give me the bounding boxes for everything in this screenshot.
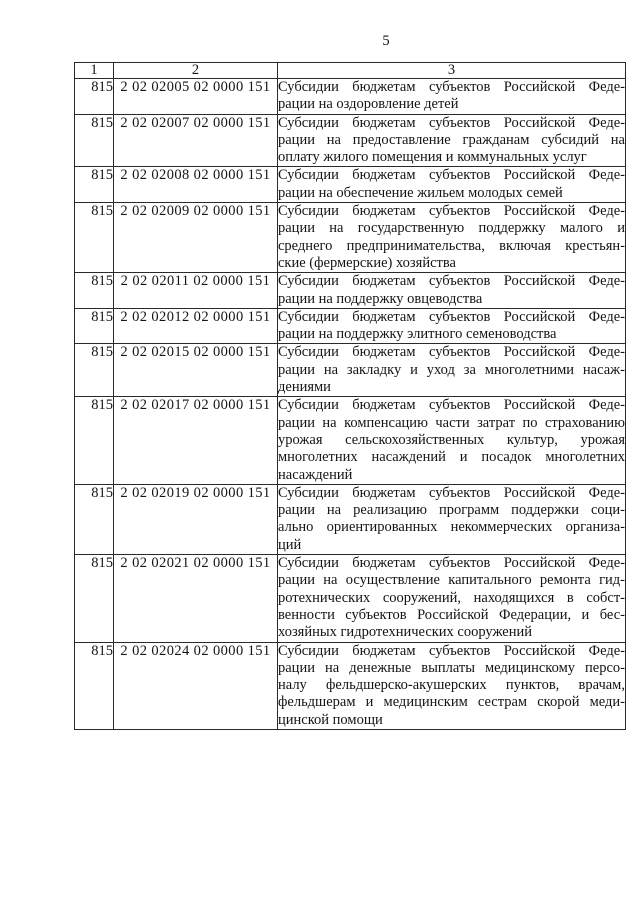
- admin-code-cell: 815: [75, 203, 114, 273]
- admin-code-cell: 815: [75, 397, 114, 484]
- table-row: [75, 114, 626, 167]
- admin-code-cell: 815: [75, 344, 114, 397]
- income-name-cell: [278, 79, 626, 115]
- budget-code-cell: 2 02 02019 02 0000 151: [114, 484, 278, 554]
- admin-code-cell: 815: [75, 642, 114, 729]
- income-name-line: ротехнических сооружений, находящихся в собст-: [278, 589, 625, 606]
- income-table: [74, 62, 626, 730]
- budget-code-cell: 2 02 02008 02 0000 151: [114, 167, 278, 203]
- income-name-line: венности субъектов Российской Федерации, и бес-: [278, 606, 625, 623]
- income-name-line: рации на обеспечение жильем молодых семей: [278, 184, 563, 201]
- income-name-line: многолетних насаждений и посадок многолетних: [278, 449, 625, 466]
- income-name-line: Субсидии бюджетам субъектов Российской Феде-: [278, 555, 625, 572]
- income-name-cell: [278, 484, 626, 554]
- income-name-line: налу фельдшерско-акушерских пунктов, врачам,: [278, 677, 625, 694]
- header-col-2: 2: [114, 63, 278, 79]
- income-name-cell: [278, 203, 626, 273]
- budget-code-cell: 2 02 02007 02 0000 151: [114, 114, 278, 167]
- income-name-line: оплату жилого помещения и коммунальных услуг: [278, 149, 587, 166]
- header-col-1: 1: [75, 63, 114, 79]
- income-name-line: рации на денежные выплаты медицинскому персо-: [278, 659, 625, 676]
- admin-code-cell: 815: [75, 555, 114, 642]
- admin-code-cell: 815: [75, 79, 114, 115]
- table-row: [75, 397, 626, 484]
- income-name-cell: [278, 167, 626, 203]
- budget-code-cell: 2 02 02017 02 0000 151: [114, 397, 278, 484]
- table-header: [75, 63, 626, 79]
- income-name-line: Субсидии бюджетам субъектов Российской Феде-: [278, 484, 625, 501]
- income-name-line: Субсидии бюджетам субъектов Российской Феде-: [278, 114, 625, 131]
- income-name-line: рации на осуществление капитального ремонта гид-: [278, 572, 625, 589]
- income-name-line: рации на компенсацию части затрат по страхованию: [278, 414, 625, 431]
- income-name-line: Субсидии бюджетам субъектов Российской Феде-: [278, 203, 625, 220]
- income-name-line: ально ориентированных некоммерческих организа-: [278, 519, 625, 536]
- admin-code-cell: 815: [75, 114, 114, 167]
- income-name-line: ские (фермерские) хозяйства: [278, 254, 456, 271]
- income-name-line: насаждений: [278, 466, 353, 483]
- table-row: [75, 555, 626, 642]
- income-name-line: рации на поддержку овцеводства: [278, 290, 483, 307]
- table-row: [75, 344, 626, 397]
- income-name-line: рации на поддержку элитного семеноводства: [278, 326, 557, 343]
- table-row: [75, 642, 626, 729]
- income-name-line: цинской помощи: [278, 711, 383, 728]
- income-name-line: дениями: [278, 379, 331, 396]
- table-row: [75, 203, 626, 273]
- table-row: [75, 167, 626, 203]
- income-name-line: урожая сельскохозяйственных культур, урожая: [278, 431, 625, 448]
- budget-code-cell: 2 02 02015 02 0000 151: [114, 344, 278, 397]
- income-name-line: рации на предоставление гражданам субсидий на: [278, 131, 625, 148]
- table-row: [75, 308, 626, 344]
- income-name-cell: [278, 344, 626, 397]
- table-row: [75, 484, 626, 554]
- table-row: [75, 79, 626, 115]
- income-name-cell: [278, 308, 626, 344]
- income-name-cell: [278, 397, 626, 484]
- admin-code-cell: 815: [75, 167, 114, 203]
- budget-code-cell: 2 02 02021 02 0000 151: [114, 555, 278, 642]
- income-name-line: Субсидии бюджетам субъектов Российской Феде-: [278, 397, 625, 414]
- income-name-line: фельдшерам и медицинским сестрам скорой меди-: [278, 694, 625, 711]
- income-name-cell: [278, 273, 626, 309]
- income-name-line: Субсидии бюджетам субъектов Российской Феде-: [278, 167, 625, 184]
- income-name-line: хозяйных гидротехнических сооружений: [278, 624, 533, 641]
- header-col-3: 3: [278, 63, 626, 79]
- budget-code-cell: 2 02 02005 02 0000 151: [114, 79, 278, 115]
- admin-code-cell: 815: [75, 308, 114, 344]
- income-name-line: Субсидии бюджетам субъектов Российской Феде-: [278, 273, 625, 290]
- income-name-line: Субсидии бюджетам субъектов Российской Феде-: [278, 344, 625, 361]
- income-name-cell: [278, 642, 626, 729]
- income-name-line: рации на реализацию программ поддержки соци-: [278, 502, 625, 519]
- admin-code-cell: 815: [75, 273, 114, 309]
- income-name-line: ций: [278, 536, 302, 553]
- header-row: [75, 63, 626, 79]
- page-number: 5: [382, 33, 390, 49]
- income-name-line: Субсидии бюджетам субъектов Российской Феде-: [278, 308, 625, 325]
- income-name-line: рации на оздоровление детей: [278, 96, 459, 113]
- income-name-cell: [278, 114, 626, 167]
- table-row: [75, 273, 626, 309]
- budget-code-cell: 2 02 02024 02 0000 151: [114, 642, 278, 729]
- table-body: [75, 79, 626, 730]
- income-name-cell: [278, 555, 626, 642]
- income-name-line: рации на государственную поддержку малого и: [278, 220, 625, 237]
- budget-code-cell: 2 02 02009 02 0000 151: [114, 203, 278, 273]
- income-name-line: Субсидии бюджетам субъектов Российской Феде-: [278, 79, 625, 95]
- income-name-line: рации на закладку и уход за многолетними насаж-: [278, 361, 625, 378]
- budget-code-cell: 2 02 02011 02 0000 151: [114, 273, 278, 309]
- income-name-line: Субсидии бюджетам субъектов Российской Феде-: [278, 642, 625, 659]
- budget-code-cell: 2 02 02012 02 0000 151: [114, 308, 278, 344]
- admin-code-cell: 815: [75, 484, 114, 554]
- income-name-line: среднего предпринимательства, включая крестьян-: [278, 237, 625, 254]
